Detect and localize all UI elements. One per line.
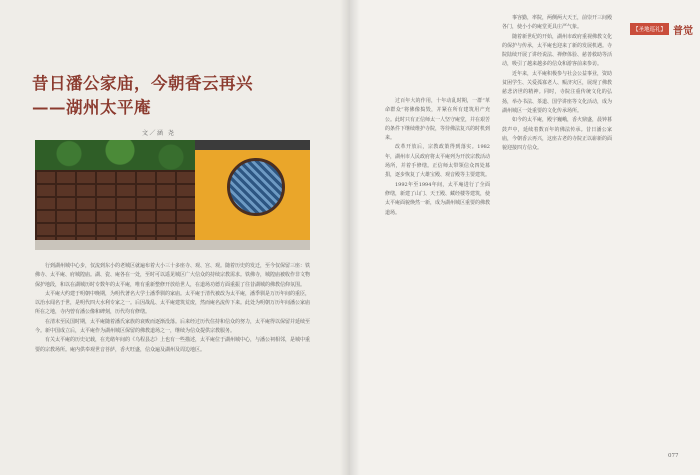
column-name: 普觉 bbox=[673, 25, 694, 37]
left-body-text bbox=[35, 262, 310, 467]
paragraph: 过百年大的作用，十年动乱时期，一群“革命群众”将佛像捣毁，并紧在所有建筑用产充公。此时只有正信师太一人坚守庵堂，并在艰苦的条件下继续维护寺院，等待佛法复兴的时机到来。 bbox=[385, 98, 490, 142]
paragraph: 有关太平庵的历史记载，在光绪年间的《乌程县志》上也有一些描述，太平庵位于湖州城中心，与潘公祠相邻，是城中重要的宗教场所。庵内供奉观世音菩萨，香火旺盛，信众遍及湖州及周边地区。 bbox=[35, 337, 310, 353]
round-lattice-window bbox=[227, 158, 285, 216]
carved-wooden-door bbox=[35, 170, 195, 250]
tiled-roof bbox=[195, 140, 310, 150]
paragraph: 行到湖州城中心步，仅流到东小的老城区就遍布着大小三十多座寺、观、宫、观。随着历史的发迁，至今仅保留三座：铁佛寺、太平庵、府城隍庙。湖、瓷、庵各在一处，至时可以遥见城区广大信众的持续宗教需求。铁佛寺，城隍庙被收作非文物保护地段，和以在湖城历时专数年的太平庵，唯有重新整修开放给世人，在道场功德方面重振了往昔湖城的佛教信仰氛围。 bbox=[35, 263, 310, 288]
paragraph: 随着新世纪的开始，湖州市政府重视佛教文化的保护与传承，太平庵也迎来了新的发展机遇。寺院陆续开展了讲经说法、禅修体验、慈善救助等活动，吸引了越来越多的信众和游客前来参访。 bbox=[502, 33, 612, 68]
column-tag-label: 【圣地巡礼】 bbox=[630, 23, 669, 35]
paragraph: 太平庵大约建于明朝中晚期，为明代著名大学士潘季驯的家庙。太平庵于清代被改为太平庵，潘季驯是万历年间的重臣，以治水闻名于世，是明代四大水利专家之一。后因战乱、太平庵建筑荒废，然而庵名流传下来。此处为明朝万历年间潘公家庙所在之地，寺内曾有潘公像和碑刻，历代均有修缮。 bbox=[35, 290, 310, 316]
right-body-column-2 bbox=[502, 14, 612, 467]
article-title-line-1: 昔日潘公家庙，今朝香云再兴 bbox=[32, 74, 253, 93]
stone-ground bbox=[35, 240, 310, 250]
paragraph: 事容勤，率院，两侧两大天王，前崇开三间殿各门，使小小的庵堂更具庄严气象。 bbox=[502, 15, 612, 31]
paragraph: 1992年至1994年间，太平庵进行了全面修缮，新建了山门、天王殿、藏经楼等建筑，使太平庵面貌焕然一新，成为湖州城区重要的佛教道场。 bbox=[385, 181, 490, 216]
temple-gate-photo bbox=[35, 140, 310, 250]
paragraph: 在清末至民国时期，太平庵随着潘氏家族的衰败而逐渐没落。后来经过历代住持和信众的努力，太平庵得以保留并延续至今。新中国成立后，太平庵作为湖州城区保留的佛教道场之一，继续为信众提供宗教服务。 bbox=[35, 318, 310, 335]
paragraph: 改革开放后，宗教政策得到落实。1982年，湖州市人民政府将太平庵列为开放宗教活动场所，并着手修缮。正信师太带领信众四处募捐，逐步恢复了大雄宝殿、观音殿等主要建筑。 bbox=[385, 144, 490, 179]
book-gutter bbox=[340, 0, 360, 475]
byline: 文／涵 尧 bbox=[142, 130, 176, 137]
page-number: 077 bbox=[668, 453, 679, 459]
paragraph: 如今的太平庵，殿宇巍峨，香火鼎盛，晨钟暮鼓声中，延续着数百年的佛法传承。昔日潘公家庙，今朝香云再兴，这座古老的寺院正以崭新的面貌迎接四方信众。 bbox=[502, 117, 612, 152]
paragraph: 近年来，太平庵积极参与社会公益事业，资助贫困学生、关爱孤寡老人、赈济灾区，展现了佛教慈悲济世的精神。同时，寺院注重传统文化的弘扬，举办书法、茶道、国学讲座等文化活动，成为湖州城区一处重要的文化传承场所。 bbox=[502, 70, 612, 114]
tree-foliage bbox=[35, 140, 205, 174]
right-body-column-1 bbox=[385, 97, 490, 467]
article-title-line-2: ——湖州太平庵 bbox=[32, 98, 151, 117]
column-header bbox=[630, 22, 693, 36]
